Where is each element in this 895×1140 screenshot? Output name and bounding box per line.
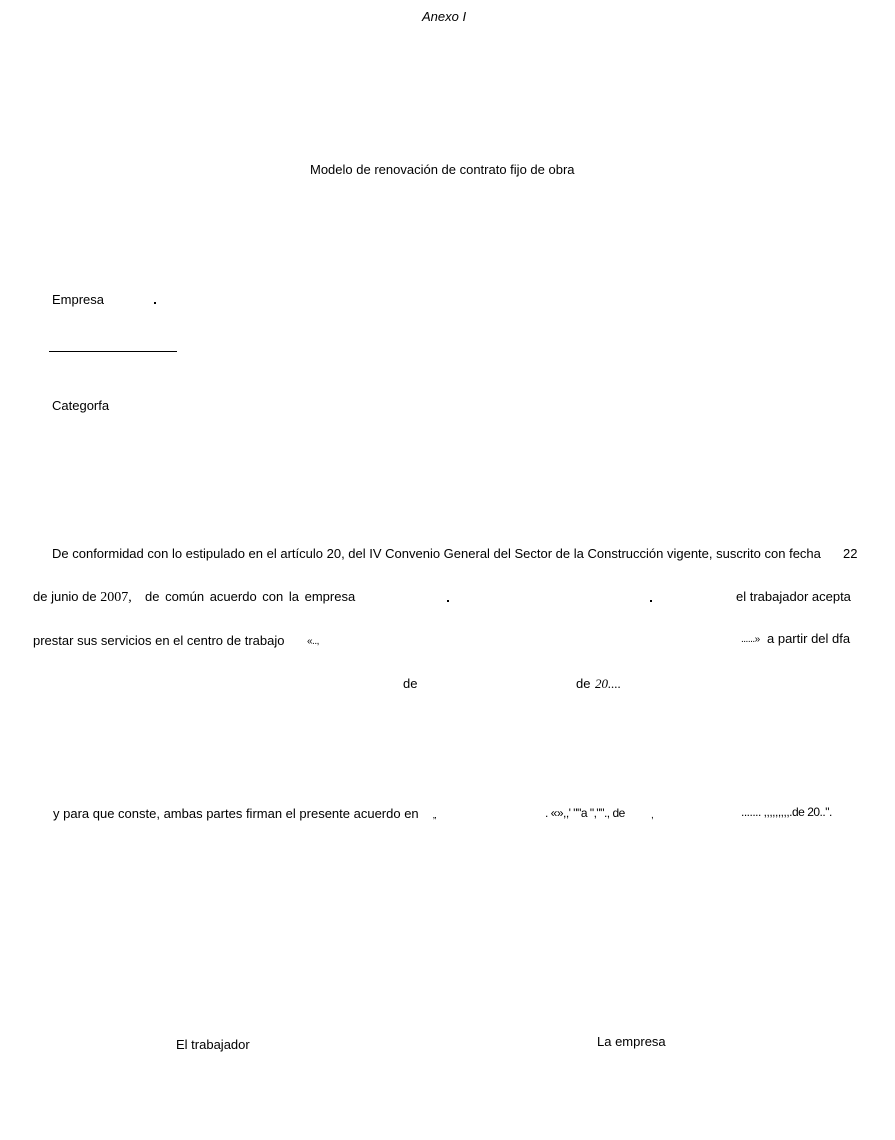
body-line-1: De conformidad con lo estipulado en el artículo 20, del IV Convenio General del Sector de la Construcción vigente, suscrito con fecha — [52, 546, 821, 561]
signature-worker: El trabajador — [176, 1037, 250, 1052]
body-line-1-day: 22 — [843, 546, 858, 561]
body-line-2-text: de junio de — [33, 589, 97, 604]
empresa-underline — [49, 351, 177, 352]
closing-mid: . «»,,' ""a ",""., de — [545, 806, 625, 820]
blank-dot-2 — [650, 600, 652, 602]
signature-company: La empresa — [597, 1034, 666, 1049]
body-line-2-start — [33, 589, 132, 606]
empresa-dot — [154, 302, 156, 304]
blank-dot-1 — [447, 600, 449, 602]
closing-mark-1: „ — [433, 810, 436, 821]
empresa-label: Empresa — [52, 292, 105, 307]
date-de-1: de — [403, 676, 418, 691]
body-line-3-start: prestar sus servicios en el centro de trabajo — [33, 633, 285, 648]
body-line-3-end: a partir del dfa — [767, 631, 851, 646]
body-line-3-mark: «.., — [307, 636, 319, 647]
date-de-2: de — [576, 676, 591, 691]
body-line-3-dots: ......» — [741, 634, 760, 645]
body-line-2-worker: el trabajador acepta — [736, 589, 851, 604]
closing-mark-2: , — [651, 810, 654, 821]
annex-label: Anexo I — [422, 9, 467, 24]
document-title: Modelo de renovación de contrato fijo de obra — [310, 162, 575, 177]
body-line-2-company: de común acuerdo con la empresa — [145, 589, 356, 604]
categoria-label: Categorfa — [52, 398, 110, 413]
date-year: 20.... — [595, 676, 621, 691]
closing-end: ....... ,,,,,,,,,.de 20..". — [741, 805, 832, 819]
body-line-2-year: 2007, — [100, 590, 132, 605]
closing-line: y para que conste, ambas partes firman el presente acuerdo en — [53, 806, 419, 821]
